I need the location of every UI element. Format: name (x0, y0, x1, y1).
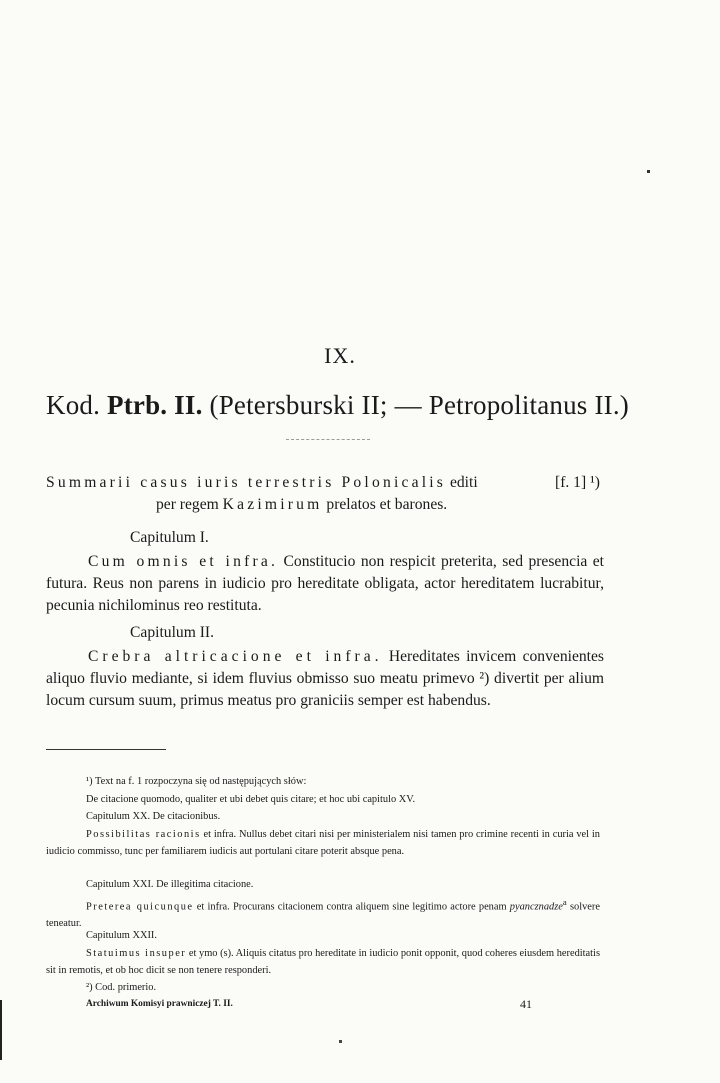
footnote-1-line-1: De citacione quomodo, qualiter et ubi debet quis citare; et hoc ubi capitulo XV. (86, 794, 416, 805)
title-prefix: Kod. (46, 390, 107, 420)
footnote-1-para-3-incipit: Possibilitas racionis (86, 829, 201, 840)
footnote-1-line-2: Capitulum XX. De citacionibus. (86, 811, 221, 822)
chapter-1-incipit: Cum omnis et infra. (88, 553, 279, 570)
folio-note: [f. 1] ¹) (555, 474, 600, 491)
chapter-2-heading: Capitulum II. (130, 624, 215, 641)
footnote-1-para-5-text-b: solvere teneatur. (46, 901, 600, 930)
footnote-1-line-6: Capitulum XXII. (86, 930, 157, 941)
footnote-1-intro: ¹) Text na f. 1 rozpoczyna się od następujących słów: (86, 776, 307, 787)
footnote-1-para-3-text: et infra. Nullus debet citari nisi per ministerialem nisi tamen pro crimine recenti in curia vel in iudicio commisso, tunc per familiarem iudicis aut portulani citare poterit absque pena. (46, 829, 601, 857)
summary-line-2 (156, 494, 447, 516)
chapter-number: IX. (324, 343, 356, 368)
summary-line-1 (46, 472, 478, 494)
footnote-1-para-5-italic: pyancznadze (509, 901, 563, 913)
footnote-rule (46, 749, 166, 750)
summary-line2-start: per regem (156, 496, 223, 513)
footnote-1-para-3 (46, 826, 600, 860)
speck-mark (647, 170, 650, 173)
summary-line1-end: editi (446, 474, 478, 491)
chapter-2-text (46, 646, 604, 712)
title-rest: (Petersburski II; — Petropolitanus II.) (202, 390, 629, 420)
footnote-1-para-5-text-a: et infra. Procurans citacionem contra aliquem sine legitimo actore penam (193, 901, 510, 913)
page-number: 41 (520, 997, 532, 1011)
footer-source: Archiwum Komisyi prawniczej T. II. (86, 999, 233, 1009)
footnote-1-para-7-text: et ymo (s). Aliquis citatus pro hereditate in iudicio ponit opponit, quod coheres eiusdem hereditatis sit in remotis, et ob hoc dicit se non tenere responderi. (46, 948, 600, 976)
chapter-1-heading: Capitulum I. (130, 529, 209, 546)
summary-spaced: Summarii casus iuris terrestris Polonicalis (46, 474, 447, 491)
chapter-1-text (46, 551, 604, 617)
chapter-2-incipit: Crebra altricacione et infra. (88, 648, 383, 665)
footnote-1-para-5-incipit: Preterea quicunque (86, 901, 194, 913)
chapter-2-body: Hereditates invicem convenientes aliquo fluvio mediante, si idem fluvius obmisso suo meatu primevo ²) divertit per alium locum cursum suum, primus meatus pro graniciis semper est habendus. (46, 648, 604, 709)
scan-edge (0, 1000, 2, 1060)
summary-line2-end: prelatos et barones. (322, 496, 448, 513)
decorative-rule (286, 439, 370, 440)
summary-king: Kazimirum (222, 496, 323, 513)
page-title (46, 390, 629, 421)
footnote-1-para-7 (46, 945, 600, 979)
footnote-1-line-4: Capitulum XXI. De illegitima citacione. (86, 879, 254, 890)
footnote-1-para-5-sup: a (562, 897, 567, 907)
chapter-1-body: Constitucio non respicit preterita, sed presencia et futura. Reus non parens in iudicio pro hereditate obligata, actor hereditatem lucrabitur, pecunia nichilominus reo restituta. (46, 553, 604, 614)
title-bold: Ptrb. II. (107, 390, 203, 420)
footnote-1-para-7-incipit: Statuimus insuper (86, 948, 187, 959)
footnote-2: ²) Cod. primerio. (86, 982, 157, 993)
speck-mark-bottom (339, 1040, 342, 1043)
